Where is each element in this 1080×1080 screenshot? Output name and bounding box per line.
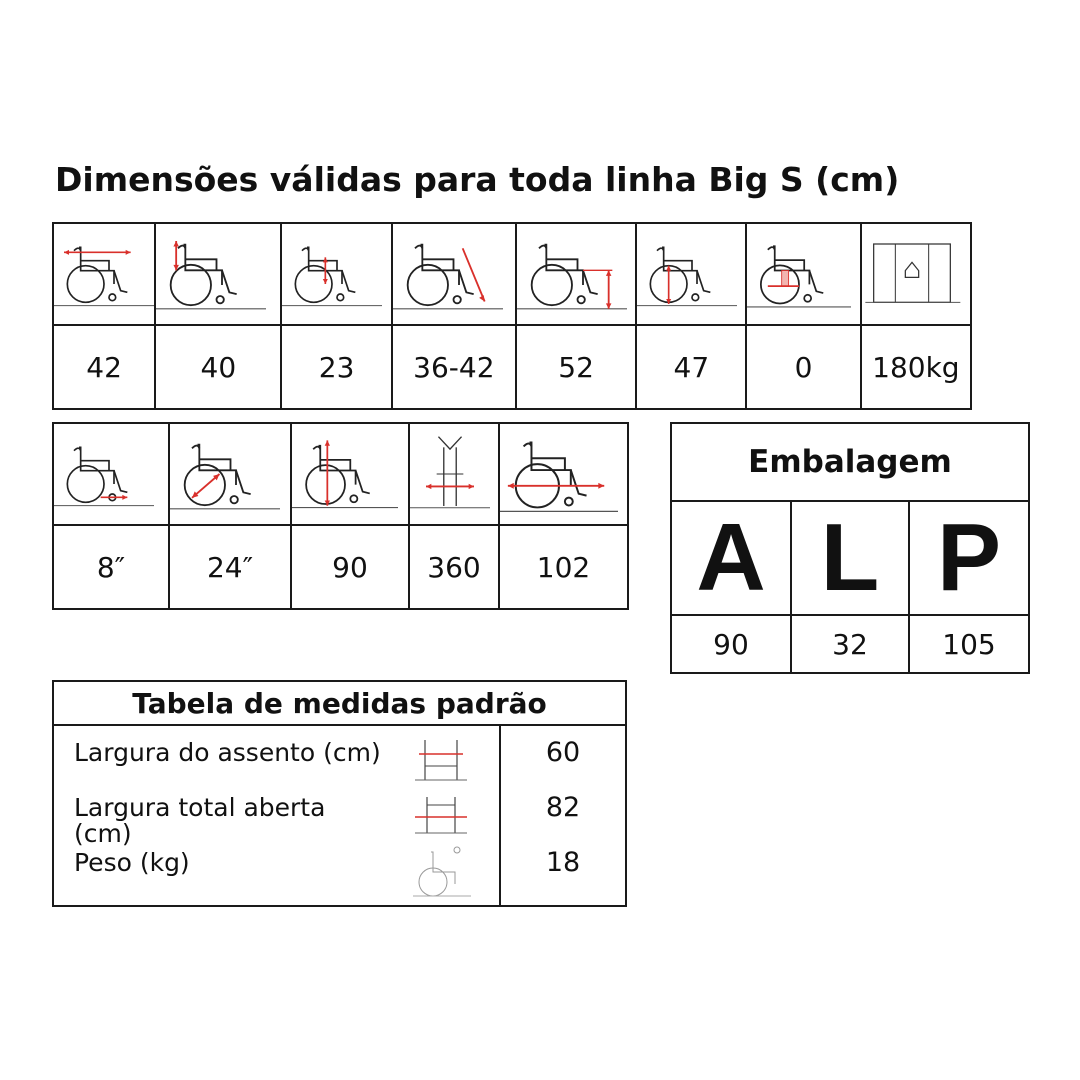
rear-wheel-size-value: 24″ — [169, 525, 291, 609]
folded-width-value: 360 — [409, 525, 499, 609]
seat-floor-height-value: 52 — [516, 325, 636, 409]
dimensions-table-1 — [52, 222, 972, 410]
seat-width-label: Largura do assento (cm) — [74, 738, 381, 767]
standard-table-title: Tabela de medidas padrão — [53, 681, 626, 725]
packaging-header-p: P — [909, 501, 1029, 615]
standard-icons — [383, 725, 500, 906]
armrest-height-icon — [281, 223, 391, 325]
capacity-value: 180kg — [861, 325, 971, 409]
page-title: Dimensões válidas para toda linha Big S (cm) — [55, 160, 900, 199]
rear-wheel-size-icon — [169, 423, 291, 525]
footrest-length-icon — [392, 223, 516, 325]
seat-depth-value: 0 — [746, 325, 860, 409]
seat-width-value: 42 — [53, 325, 155, 409]
open-width-front-icon — [383, 789, 499, 844]
dimensions-table-2 — [52, 422, 629, 610]
open-width-standard-value: 82 — [545, 792, 581, 823]
wheel-height-icon — [636, 223, 746, 325]
folded-width-icon — [409, 423, 499, 525]
packaging-width-value: 32 — [791, 615, 909, 673]
armrest-height-value: 23 — [281, 325, 391, 409]
seat-width-icon — [53, 223, 155, 325]
weight-label: Peso (kg) — [74, 848, 190, 877]
seat-depth-icon — [746, 223, 860, 325]
packaging-title: Embalagem — [671, 423, 1029, 501]
seat-width-front-icon — [383, 734, 499, 789]
packaging-depth-value: 105 — [909, 615, 1029, 673]
total-height-icon — [291, 423, 409, 525]
weight-standard-value: 18 — [545, 847, 581, 878]
standard-measures-table — [52, 680, 627, 907]
backrest-height-icon — [155, 223, 281, 325]
packaging-header-a: A — [671, 501, 791, 615]
open-width-label: Largura total aberta (cm) — [74, 793, 326, 848]
total-height-value: 90 — [291, 525, 409, 609]
weight-icon — [383, 844, 499, 899]
total-length-value: 102 — [499, 525, 628, 609]
packaging-height-value: 90 — [671, 615, 791, 673]
backrest-height-value: 40 — [155, 325, 281, 409]
seat-width-standard-value: 60 — [545, 737, 581, 768]
capacity-icon — [861, 223, 971, 325]
seat-floor-height-icon — [516, 223, 636, 325]
standard-labels — [53, 725, 383, 906]
packaging-table — [670, 422, 1030, 674]
wheel-height-value: 47 — [636, 325, 746, 409]
caster-size-value: 8″ — [53, 525, 169, 609]
packaging-header-l: L — [791, 501, 909, 615]
standard-values — [500, 725, 626, 906]
total-length-icon — [499, 423, 628, 525]
caster-size-icon — [53, 423, 169, 525]
footrest-length-value: 36-42 — [392, 325, 516, 409]
